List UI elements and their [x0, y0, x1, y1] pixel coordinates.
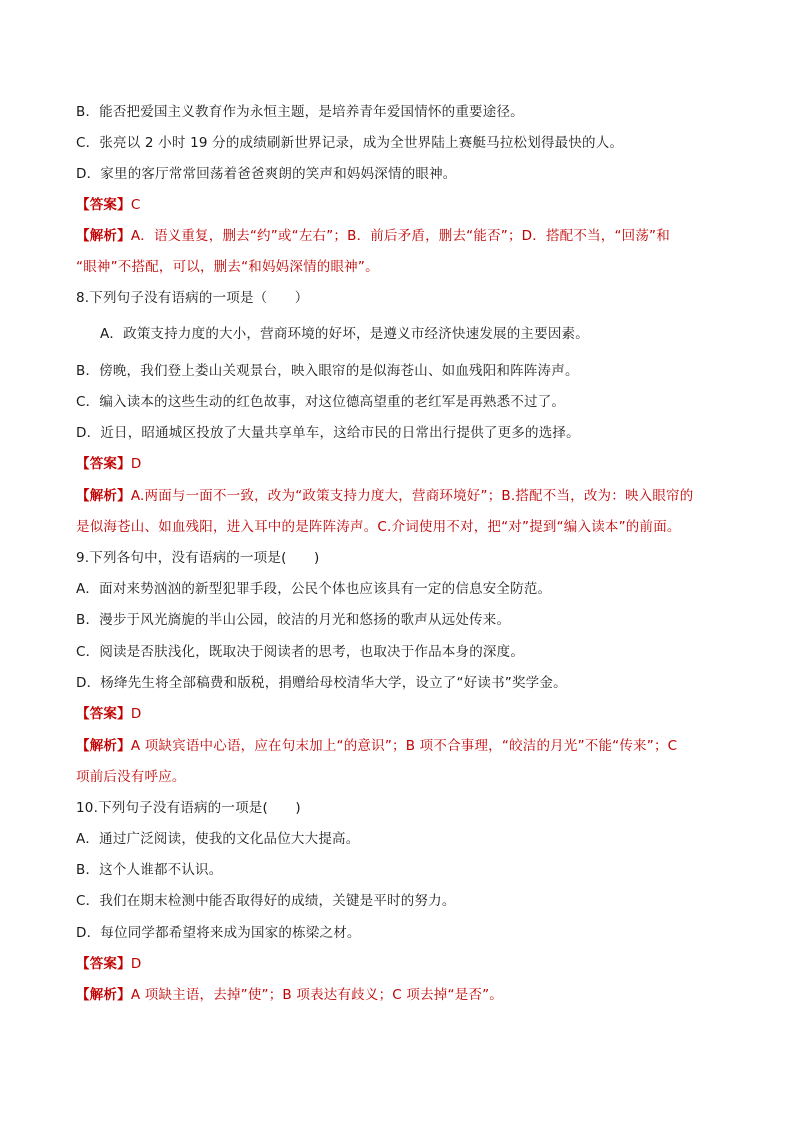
q10-answer-tag: 【答案】 — [76, 956, 131, 972]
q8-answer-value: D — [130, 456, 142, 472]
q10-analysis-tag: 【解析】 — [76, 987, 131, 1003]
q7-answer — [76, 196, 726, 214]
q8-analysis-line2: 是似海苍山、如血残阳，进入耳中的是阵阵涛声。C.介词使用不对，把“对”提到“编入读本”的前面。 — [76, 519, 681, 535]
q10-analysis-line1 — [76, 986, 726, 1004]
q8-answer — [76, 455, 726, 473]
q10-option-a: A．通过广泛阅读，使我的文化品位大大提高。 — [76, 831, 360, 847]
q9-analysis-line1 — [76, 737, 726, 755]
q8-analysis-tag: 【解析】 — [76, 488, 131, 504]
q10-answer — [76, 955, 726, 973]
q9-answer — [76, 705, 726, 723]
q7-answer-value: C — [130, 197, 141, 213]
q7-analysis-line1 — [76, 227, 726, 245]
q7-option-c: C．张亮以 2 小时 19 分的成绩刷新世界记录，成为全世界陆上赛艇马拉松划得最快的人。 — [76, 135, 624, 151]
q9-answer-value: D — [130, 706, 142, 722]
q7-analysis-text1: A．语义重复，删去“约”或“左右”；B．前后矛盾，删去“能否”；D．搭配不当，“回荡”和 — [130, 228, 670, 244]
q9-answer-tag: 【答案】 — [76, 706, 131, 722]
q10-option-b: B．这个人谁都不认识。 — [76, 862, 223, 878]
q8-option-a: A．政策支持力度的大小，营商环境的好坏，是遵义市经济快速发展的主要因素。 — [100, 326, 589, 342]
q8-answer-tag: 【答案】 — [76, 456, 131, 472]
q7-option-b: B．能否把爱国主义教育作为永恒主题，是培养青年爱国情怀的重要途径。 — [76, 104, 524, 120]
q7-analysis-line2: “眼神”不搭配，可以，删去“和妈妈深情的眼神”。 — [76, 259, 379, 275]
q9-option-b: B．漫步于风光旖旎的半山公园，皎洁的月光和悠扬的歌声从远处传来。 — [76, 612, 511, 628]
q10-answer-value: D — [130, 956, 142, 972]
q7-analysis-tag: 【解析】 — [76, 228, 131, 244]
q9-option-d: D．杨绛先生将全部稿费和版税，捐赠给母校清华大学，设立了“好读书”奖学金。 — [76, 675, 567, 691]
q10-option-d: D．每位同学都希望将来成为国家的栋梁之材。 — [76, 925, 361, 941]
q8-analysis-text1: A.两面与一面不一致，改为“政策支持力度大，营商环境好”；B.搭配不当，改为：映入眼帘的 — [130, 488, 694, 504]
q10-option-c: C．我们在期末检测中能否取得好的成绩，关键是平时的努力。 — [76, 893, 456, 909]
q9-analysis-line2: 项前后没有呼应。 — [76, 769, 186, 785]
q8-option-b: B．傍晚，我们登上娄山关观景台，映入眼帘的是似海苍山、如血残阳和阵阵涛声。 — [76, 363, 579, 379]
q9-analysis-text1: A 项缺宾语中心语，应在句末加上“的意识”；B 项不合事理，“皎洁的月光”不能“传来”；C — [130, 738, 678, 754]
q7-answer-tag: 【答案】 — [76, 197, 131, 213]
q9-option-c: C．阅读是否肤浅化，既取决于阅读者的思考，也取决于作品本身的深度。 — [76, 644, 525, 660]
q9-analysis-tag: 【解析】 — [76, 738, 131, 754]
q9-question: 9.下列各句中，没有语病的一项是( ) — [76, 550, 320, 566]
q8-question: 8.下列句子没有语病的一项是（ ） — [76, 290, 309, 306]
q8-option-d: D．近日，昭通城区投放了大量共享单车，这给市民的日常出行提供了更多的选择。 — [76, 425, 580, 441]
q10-question: 10.下列句子没有语病的一项是( ) — [76, 800, 301, 816]
q7-option-d: D．家里的客厅常常回荡着爸爸爽朗的笑声和妈妈深情的眼神。 — [76, 166, 457, 182]
q8-analysis-line1 — [76, 487, 726, 505]
q9-option-a: A．面对来势汹汹的新型犯罪手段，公民个体也应该具有一定的信息安全防范。 — [76, 581, 552, 597]
q8-option-c: C．编入读本的这些生动的红色故事，对这位德高望重的老红军是再熟悉不过了。 — [76, 394, 566, 410]
q10-analysis-text1: A 项缺主语，去掉”使”；B 项表达有歧义；C 项去掉“是否”。 — [130, 987, 503, 1003]
